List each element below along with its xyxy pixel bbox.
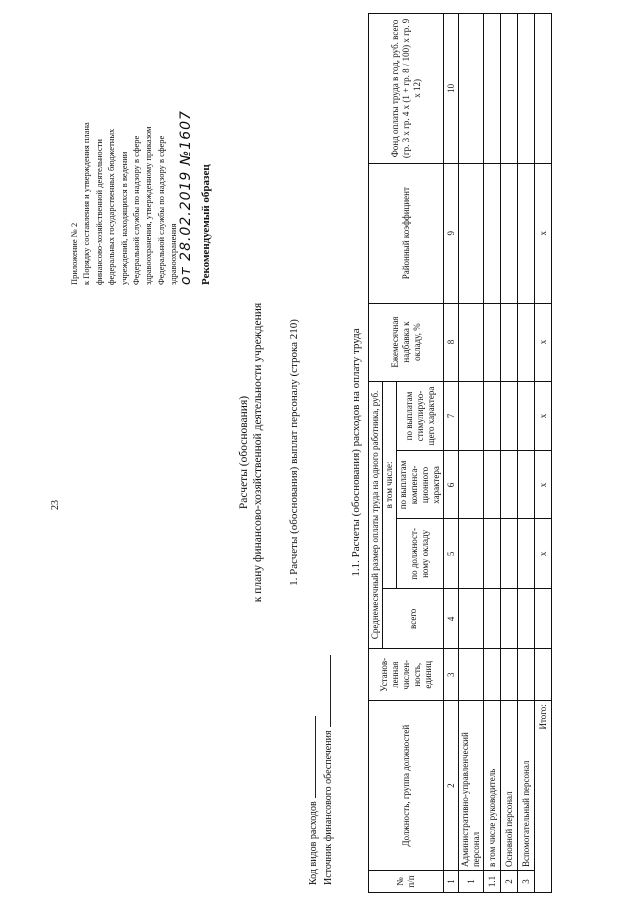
handwritten-date-number: от 28.02.2019 №1607 xyxy=(177,110,194,285)
col-number: 5 xyxy=(444,519,459,589)
table-cell xyxy=(459,303,484,381)
table-cell xyxy=(535,649,552,701)
table-cell xyxy=(501,451,518,519)
table-cell xyxy=(518,381,535,451)
row-num: 2 xyxy=(501,871,518,893)
header-row-1 xyxy=(369,14,383,893)
table-cell xyxy=(518,519,535,589)
table-cell xyxy=(518,589,535,649)
table-cell xyxy=(484,14,501,164)
table-cell: х xyxy=(535,163,552,303)
header-total: всего xyxy=(383,589,444,649)
table-cell xyxy=(459,163,484,303)
document-title: Расчеты (обоснования) xyxy=(238,395,250,510)
header-avg-salary: Среднемесячный размер оплаты труда на одного работника, руб. xyxy=(369,381,383,649)
col-number: 9 xyxy=(444,163,459,303)
table-cell xyxy=(518,649,535,701)
table-cell xyxy=(459,14,484,164)
col-number: 6 xyxy=(444,451,459,519)
section-1-heading: 1. Расчеты (обоснования) выплат персоналу (строка 210) xyxy=(288,319,300,586)
col-number: 7 xyxy=(444,381,459,451)
page-number: 23 xyxy=(50,500,61,510)
table-cell xyxy=(535,589,552,649)
table-row xyxy=(501,14,518,893)
table-cell xyxy=(501,649,518,701)
expense-code-label: Код видов расходов xyxy=(308,801,319,885)
header-fund: Фонд оплаты труда в год, руб. всего (гр. 3 х гр. 4 х (1 + гр. 8 / 100) х гр. 9 х 12) xyxy=(369,14,444,164)
appendix-line: здравоохранения, утвержденному приказом xyxy=(143,126,154,285)
header-num: № п/п xyxy=(369,871,444,893)
col-number: 4 xyxy=(444,589,459,649)
table-cell xyxy=(484,451,501,519)
funding-source-blank xyxy=(330,655,331,727)
total-row xyxy=(535,14,552,893)
table-cell xyxy=(501,303,518,381)
total-label: Итого: xyxy=(535,701,552,893)
table-cell xyxy=(459,381,484,451)
appendix-line: здравоохранения xyxy=(168,223,179,285)
header-including: в том числе: xyxy=(383,381,397,589)
row-name: Вспомогательный персонал xyxy=(518,701,535,871)
appendix-block xyxy=(68,55,192,285)
appendix-line: федеральных государственных бюджетных xyxy=(106,128,117,285)
table-cell xyxy=(518,451,535,519)
table-cell xyxy=(501,163,518,303)
table-cell xyxy=(484,589,501,649)
row-num: 1.1 xyxy=(484,871,501,893)
table-cell xyxy=(518,14,535,164)
table-cell xyxy=(484,163,501,303)
row-num: 1 xyxy=(459,871,484,893)
table-cell: х xyxy=(535,519,552,589)
funding-source-label: Источник финансового обеспечения xyxy=(323,730,334,885)
table-cell xyxy=(535,14,552,164)
header-compensation: по выплатам компенса- ционного характера xyxy=(397,451,444,519)
payroll-table xyxy=(368,13,552,893)
expense-code-field xyxy=(308,716,319,885)
table-row xyxy=(459,14,484,893)
section-1-1-heading: 1.1. Расчеты (обоснования) расходов на оплату труда xyxy=(350,328,362,577)
header-position: Должность, группа должностей xyxy=(369,701,444,871)
table-cell xyxy=(484,649,501,701)
header-staff: Установ- ленная числен- ность, единиц xyxy=(369,649,444,701)
column-number-row xyxy=(444,14,459,893)
table-cell: х xyxy=(535,303,552,381)
row-name: Административно-управленческий персонал xyxy=(459,701,484,871)
recommended-sample-label: Рекомендуемый образец xyxy=(200,164,212,285)
table-cell xyxy=(459,451,484,519)
header-monthly-bonus: Ежемесячная надбавка к окладу, % xyxy=(369,303,444,381)
expense-code-blank xyxy=(315,716,316,798)
table-cell: х xyxy=(535,451,552,519)
col-number: 8 xyxy=(444,303,459,381)
table-cell xyxy=(459,649,484,701)
table-cell: х xyxy=(535,381,552,451)
header-by-salary: по должност- ному окладу xyxy=(397,519,444,589)
table-cell xyxy=(501,519,518,589)
table-cell xyxy=(459,519,484,589)
table-cell xyxy=(501,381,518,451)
col-number: 10 xyxy=(444,14,459,164)
row-num: 3 xyxy=(518,871,535,893)
appendix-line: учреждений, находящихся в ведении xyxy=(118,151,129,285)
appendix-line: Приложение № 2 xyxy=(69,222,79,285)
funding-source-field xyxy=(323,655,334,885)
table-cell xyxy=(501,14,518,164)
table-cell xyxy=(484,303,501,381)
table-cell xyxy=(484,519,501,589)
col-number: 3 xyxy=(444,649,459,701)
document-subtitle: к плану финансово-хозяйственной деятельности учреждения xyxy=(252,302,264,603)
table-row xyxy=(484,14,501,893)
col-number: 2 xyxy=(444,701,459,871)
table-cell xyxy=(501,589,518,649)
row-name: в том числе руководитель xyxy=(484,701,501,871)
appendix-line: к Порядку составления и утверждения плана xyxy=(81,122,92,285)
table-cell xyxy=(459,589,484,649)
table-cell xyxy=(518,163,535,303)
header-stimulating: по выплатам стимулирую- щего характера xyxy=(397,381,444,451)
header-regional: Районный коэффициент xyxy=(369,163,444,303)
table-row xyxy=(518,14,535,893)
col-number: 1 xyxy=(444,871,459,893)
appendix-line: Федеральной службы по надзору в сфере xyxy=(155,135,166,285)
table-cell xyxy=(518,303,535,381)
appendix-line: финансово-хозяйственной деятельности xyxy=(93,139,104,285)
table-cell xyxy=(484,381,501,451)
row-name: Основной персонал xyxy=(501,701,518,871)
appendix-line: Федеральной службы по надзору в сфере xyxy=(131,135,142,285)
